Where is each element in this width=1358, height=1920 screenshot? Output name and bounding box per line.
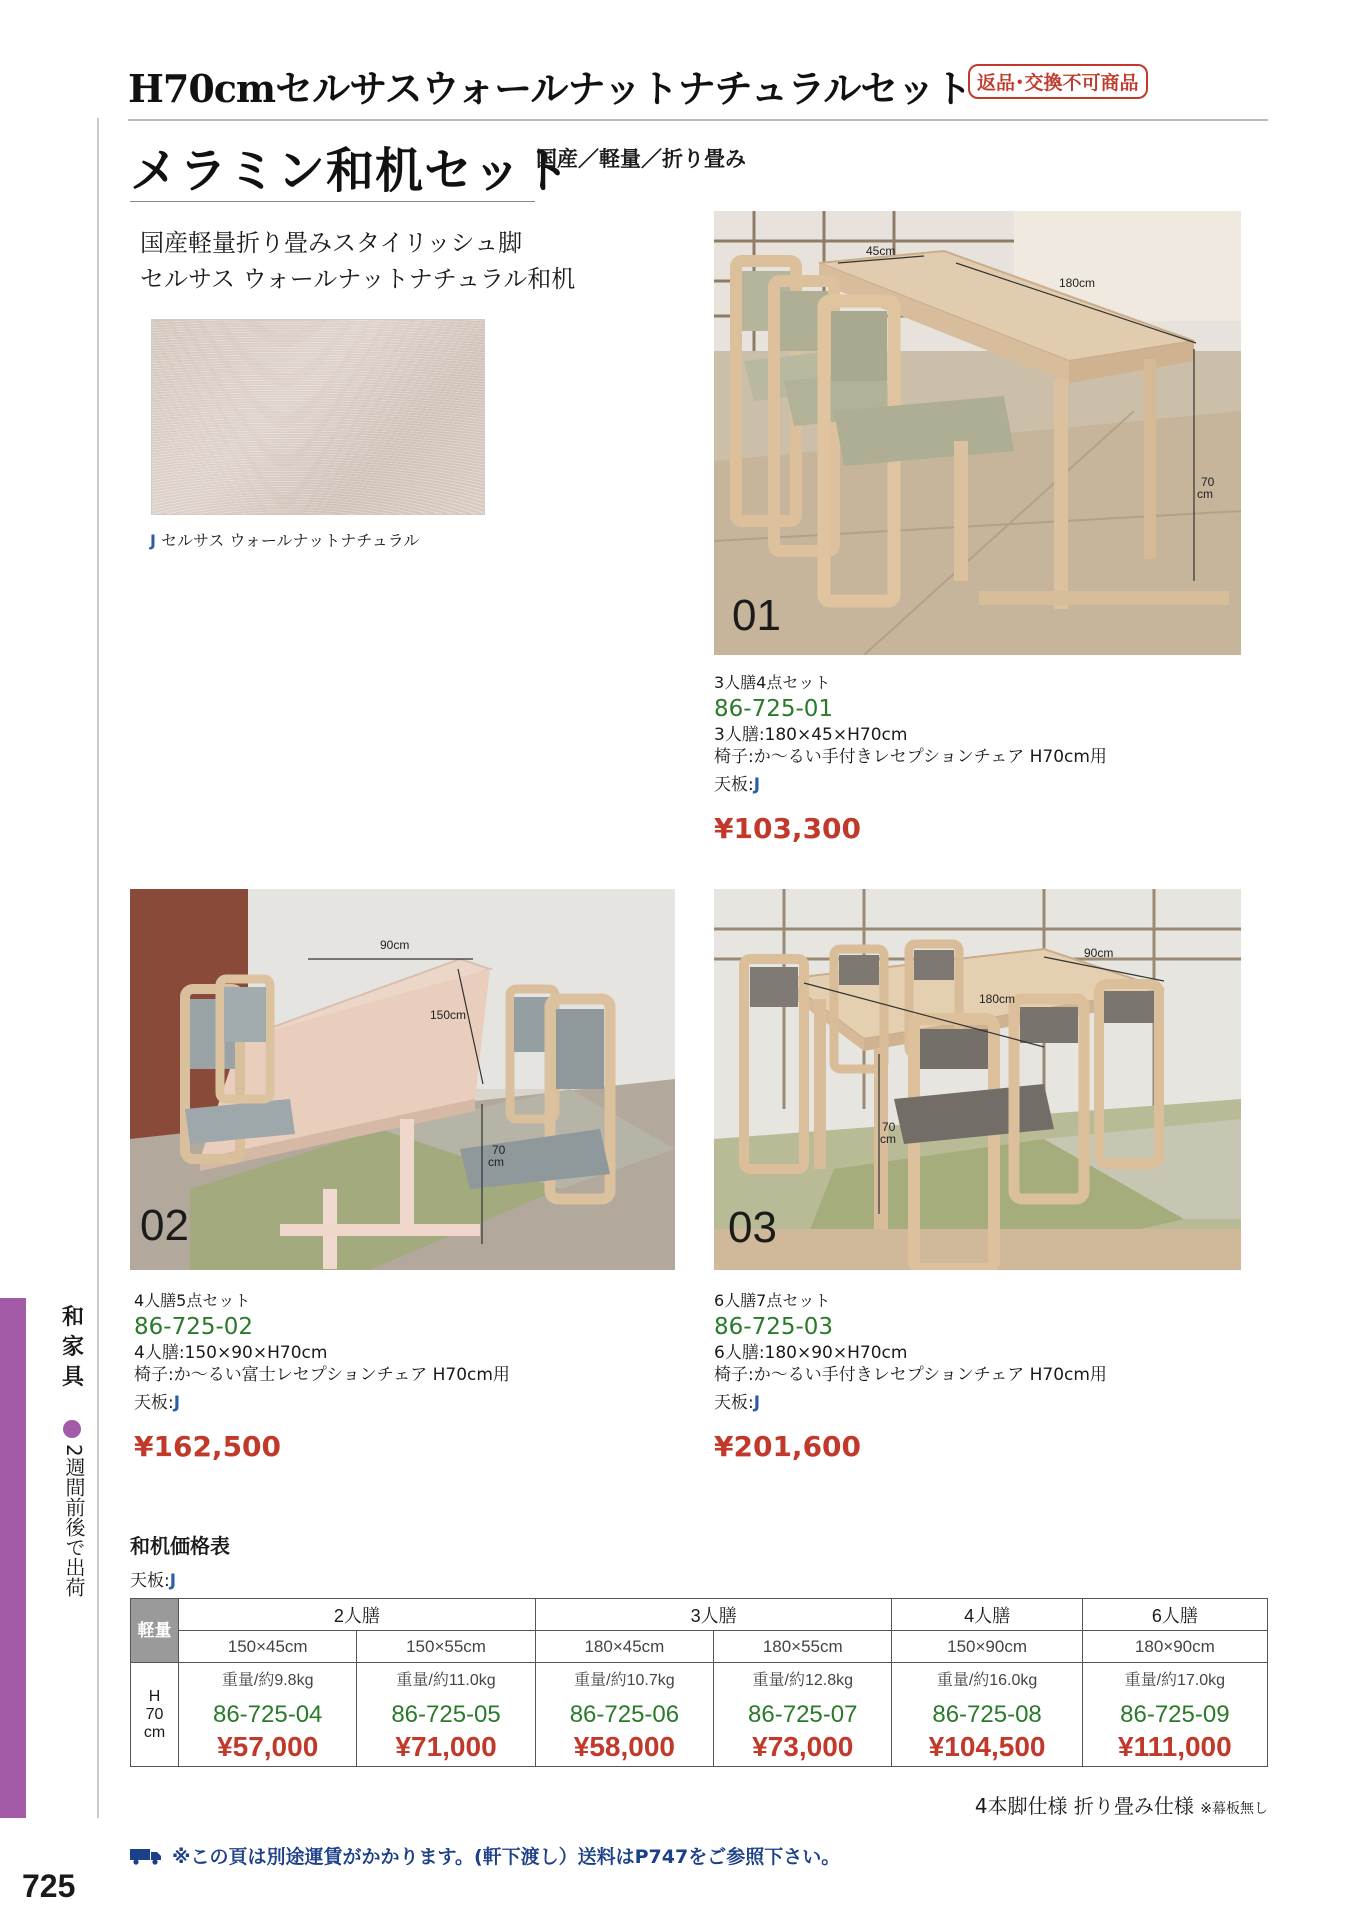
no-return-badge: 返品･交換不可商品 xyxy=(968,64,1148,99)
page-title: H70cmセルサスウォールナットナチュラルセット xyxy=(128,66,972,111)
dim-02-height: 70 cm xyxy=(488,1143,506,1169)
description-line-2: セルサス ウォールナットナチュラル和机 xyxy=(140,265,576,293)
code-cell: 86-725-08 xyxy=(892,1695,1082,1729)
photo-number-01: 01 xyxy=(732,591,781,640)
shipping-dot-icon xyxy=(63,1420,81,1438)
code-cell: 86-725-05 xyxy=(357,1695,535,1729)
price-table-note: 4本脚仕様 折り畳み仕様 ※幕板無し xyxy=(974,1794,1268,1818)
spec-chair-01: 椅子:か～るい手付きレセプションチェア H70cm用 xyxy=(714,747,1107,767)
weight-cell: 重量/約10.7kg xyxy=(535,1663,713,1695)
code-cell: 86-725-09 xyxy=(1082,1695,1267,1729)
group-header-6: 6人膳 xyxy=(1082,1599,1267,1631)
code-cell: 86-725-04 xyxy=(179,1695,357,1729)
wood-swatch xyxy=(151,319,485,515)
left-margin-rule xyxy=(97,118,99,1818)
weight-cell: 重量/約17.0kg xyxy=(1082,1663,1267,1695)
price-cell: ¥58,000 xyxy=(535,1729,713,1767)
weight-cell: 重量/約16.0kg xyxy=(892,1663,1082,1695)
spec-chair-02: 椅子:か～るい富士レセプションチェア H70cm用 xyxy=(134,1365,510,1385)
dim-02-depth: 90cm xyxy=(380,938,410,952)
product-photo-03 xyxy=(714,889,1241,1270)
swatch-name: セルサス ウォールナットナチュラル xyxy=(161,531,420,550)
price-cell: ¥57,000 xyxy=(179,1729,357,1767)
spec-table-03: 6人膳:180×90×H70cm xyxy=(714,1343,908,1363)
tabletop-03: 天板:J xyxy=(714,1393,761,1413)
product-description xyxy=(140,225,575,297)
size-cell: 150×45cm xyxy=(179,1631,357,1663)
product-info-01 xyxy=(714,672,1107,845)
code-cell: 86-725-06 xyxy=(535,1695,713,1729)
dim-03-height: 70 cm xyxy=(880,1120,896,1146)
price-table-title: 和机価格表 xyxy=(130,1534,230,1558)
product-info-03 xyxy=(714,1290,1107,1463)
price-table-tabletop: 天板:J xyxy=(130,1571,177,1591)
product-photo-02 xyxy=(130,889,675,1270)
price-cell: ¥71,000 xyxy=(357,1729,535,1767)
light-label: 軽量 xyxy=(131,1599,179,1663)
dim-01-height: 70 cm xyxy=(1197,475,1215,501)
group-header-4: 4人膳 xyxy=(892,1599,1082,1631)
dim-01-width: 180cm xyxy=(1059,276,1096,290)
height-label: H 70 cm xyxy=(131,1663,179,1767)
dim-03-width: 180cm xyxy=(979,992,1016,1006)
weight-cell: 重量/約12.8kg xyxy=(714,1663,892,1695)
spec-chair-03: 椅子:か～るい手付きレセプションチェア H70cm用 xyxy=(714,1365,1107,1385)
group-header-2: 2人膳 xyxy=(179,1599,536,1631)
set-label-03: 6人膳7点セット xyxy=(714,1291,831,1310)
photo-number-03: 03 xyxy=(728,1203,777,1252)
price-03: ¥201,600 xyxy=(714,1430,862,1463)
product-info-02 xyxy=(134,1290,510,1463)
shipping-period: 2週間前後で出荷 xyxy=(62,1444,86,1597)
product-code-03: 86-725-03 xyxy=(714,1314,834,1340)
weight-cell: 重量/約11.0kg xyxy=(357,1663,535,1695)
swatch-caption xyxy=(150,528,419,551)
product-photo-01 xyxy=(714,211,1241,655)
size-cell: 150×55cm xyxy=(357,1631,535,1663)
weight-cell: 重量/約9.8kg xyxy=(179,1663,357,1695)
price-01: ¥103,300 xyxy=(714,812,862,845)
page-number: 725 xyxy=(22,1868,76,1904)
category-label: 和家具 xyxy=(61,1305,84,1390)
dim-01-depth: 45cm xyxy=(866,244,896,258)
product-code-02: 86-725-02 xyxy=(134,1314,254,1340)
description-line-1: 国産軽量折り畳みスタイリッシュ脚 xyxy=(140,229,523,257)
photo-number-02: 02 xyxy=(140,1201,189,1250)
size-cell: 180×55cm xyxy=(714,1631,892,1663)
swatch-code: J xyxy=(150,531,156,550)
category-side-tab xyxy=(0,1298,26,1818)
product-code-01: 86-725-01 xyxy=(714,696,834,722)
price-02: ¥162,500 xyxy=(134,1430,282,1463)
shipping-note xyxy=(130,1842,840,1869)
section-title: メラミン和机セット xyxy=(130,143,572,199)
dim-02-width: 150cm xyxy=(430,1008,467,1022)
code-cell: 86-725-07 xyxy=(714,1695,892,1729)
price-cell: ¥73,000 xyxy=(714,1729,892,1767)
shipping-note-text: ※この頁は別途運賃がかかります。(軒下渡し）送料はP747をご参照下さい。 xyxy=(172,1846,841,1868)
header-divider xyxy=(128,119,1268,121)
set-label-01: 3人膳4点セット xyxy=(714,673,831,692)
price-table xyxy=(130,1598,1268,1767)
price-cell: ¥111,000 xyxy=(1082,1729,1267,1767)
tabletop-01: 天板:J xyxy=(714,775,761,795)
spec-table-01: 3人膳:180×45×H70cm xyxy=(714,725,908,745)
size-cell: 150×90cm xyxy=(892,1631,1082,1663)
section-tags: 国産／軽量／折り畳み xyxy=(536,147,746,171)
dim-03-depth: 90cm xyxy=(1084,946,1114,960)
spec-table-02: 4人膳:150×90×H70cm xyxy=(134,1343,328,1363)
size-cell: 180×90cm xyxy=(1082,1631,1267,1663)
set-label-02: 4人膳5点セット xyxy=(134,1291,251,1310)
section-divider xyxy=(130,201,535,202)
price-cell: ¥104,500 xyxy=(892,1729,1082,1767)
truck-icon xyxy=(130,1847,162,1865)
size-cell: 180×45cm xyxy=(535,1631,713,1663)
tabletop-02: 天板:J xyxy=(134,1393,181,1413)
group-header-3: 3人膳 xyxy=(535,1599,892,1631)
